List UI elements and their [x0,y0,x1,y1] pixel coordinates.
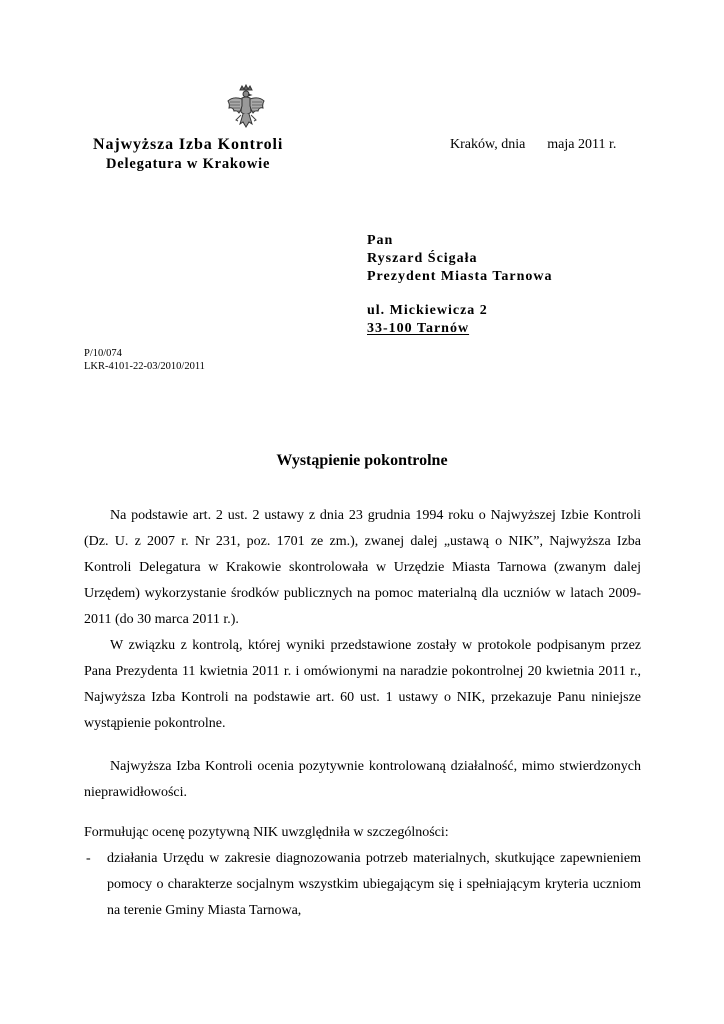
date-rest: maja 2011 r. [547,137,617,152]
reference-number-1: P/10/074 [84,348,122,359]
date-place: Kraków, dnia [450,137,526,152]
document-title: Wystąpienie pokontrolne [276,452,448,469]
paragraph-3: Najwyższa Izba Kontroli ocenia pozytywnie kontrolowaną działalność, mimo stwierdzonych nieprawidłowości. [84,759,641,800]
addressee-block [367,232,553,338]
reference-numbers [84,347,205,373]
addressee-postal-city: 33-100 Tarnów [367,321,470,336]
addressee-street: ul. Mickiewicza 2 [367,303,488,318]
date-line [450,137,616,153]
org-branch: Delegatura w Krakowie [106,156,271,172]
list-item [84,846,641,924]
reference-number-2: LKR-4101-22-03/2010/2011 [84,361,205,372]
list-item-text: działania Urzędu w zakresie diagnozowania potrzeb materialnych, skutkujące zapewnieniem pomocy o charakterze socjalnym wszystkim ubiegającym się i spełniającym kryteria uczniom na terenie Gminy Miasta Tarnowa, [107,851,641,918]
addressee-name: Ryszard Ścigała [367,251,478,266]
paragraph-2: W związku z kontrolą, której wyniki przedstawione zostały w protokole podpisanym przez Pana Prezydenta 11 kwietnia 2011 r. i omówionymi na naradzie pokontrolnej 20 kwietnia 2011 r., Najwyższa Izba Kontroli na podstawie art. 60 ust. 1 ustawy o NIK, przekazuje Panu niniejsze wystąpienie pokontrolne. [84,638,641,731]
findings-list [84,846,641,924]
list-item-marker: - [86,851,91,866]
org-name: Najwyższa Izba Kontroli [93,136,284,153]
polish-eagle-emblem-icon [225,84,267,134]
paragraph-1: Na podstawie art. 2 ust. 2 ustawy z dnia 23 grudnia 1994 roku o Najwyższej Izbie Kontroli (Dz. U. z 2007 r. Nr 231, poz. 1701 ze zm.), zwanej dalej „ustawą o NIK”, Najwyższa Izba Kontroli Delegatura w Krakowie skontrolowała w Urzędzie Miasta Tarnowa (zwanym dalej Urzędem) wykorzystanie środków publicznych na pomoc materialną dla uczniów w latach 2009-2011 (do 30 marca 2011 r.). [84,508,641,627]
document-body [84,503,641,924]
addressee-salutation: Pan [367,233,394,248]
addressee-position: Prezydent Miasta Tarnowa [367,269,553,284]
paragraph-4: Formułując ocenę pozytywną NIK uwzględniła w szczególności: [84,825,449,840]
